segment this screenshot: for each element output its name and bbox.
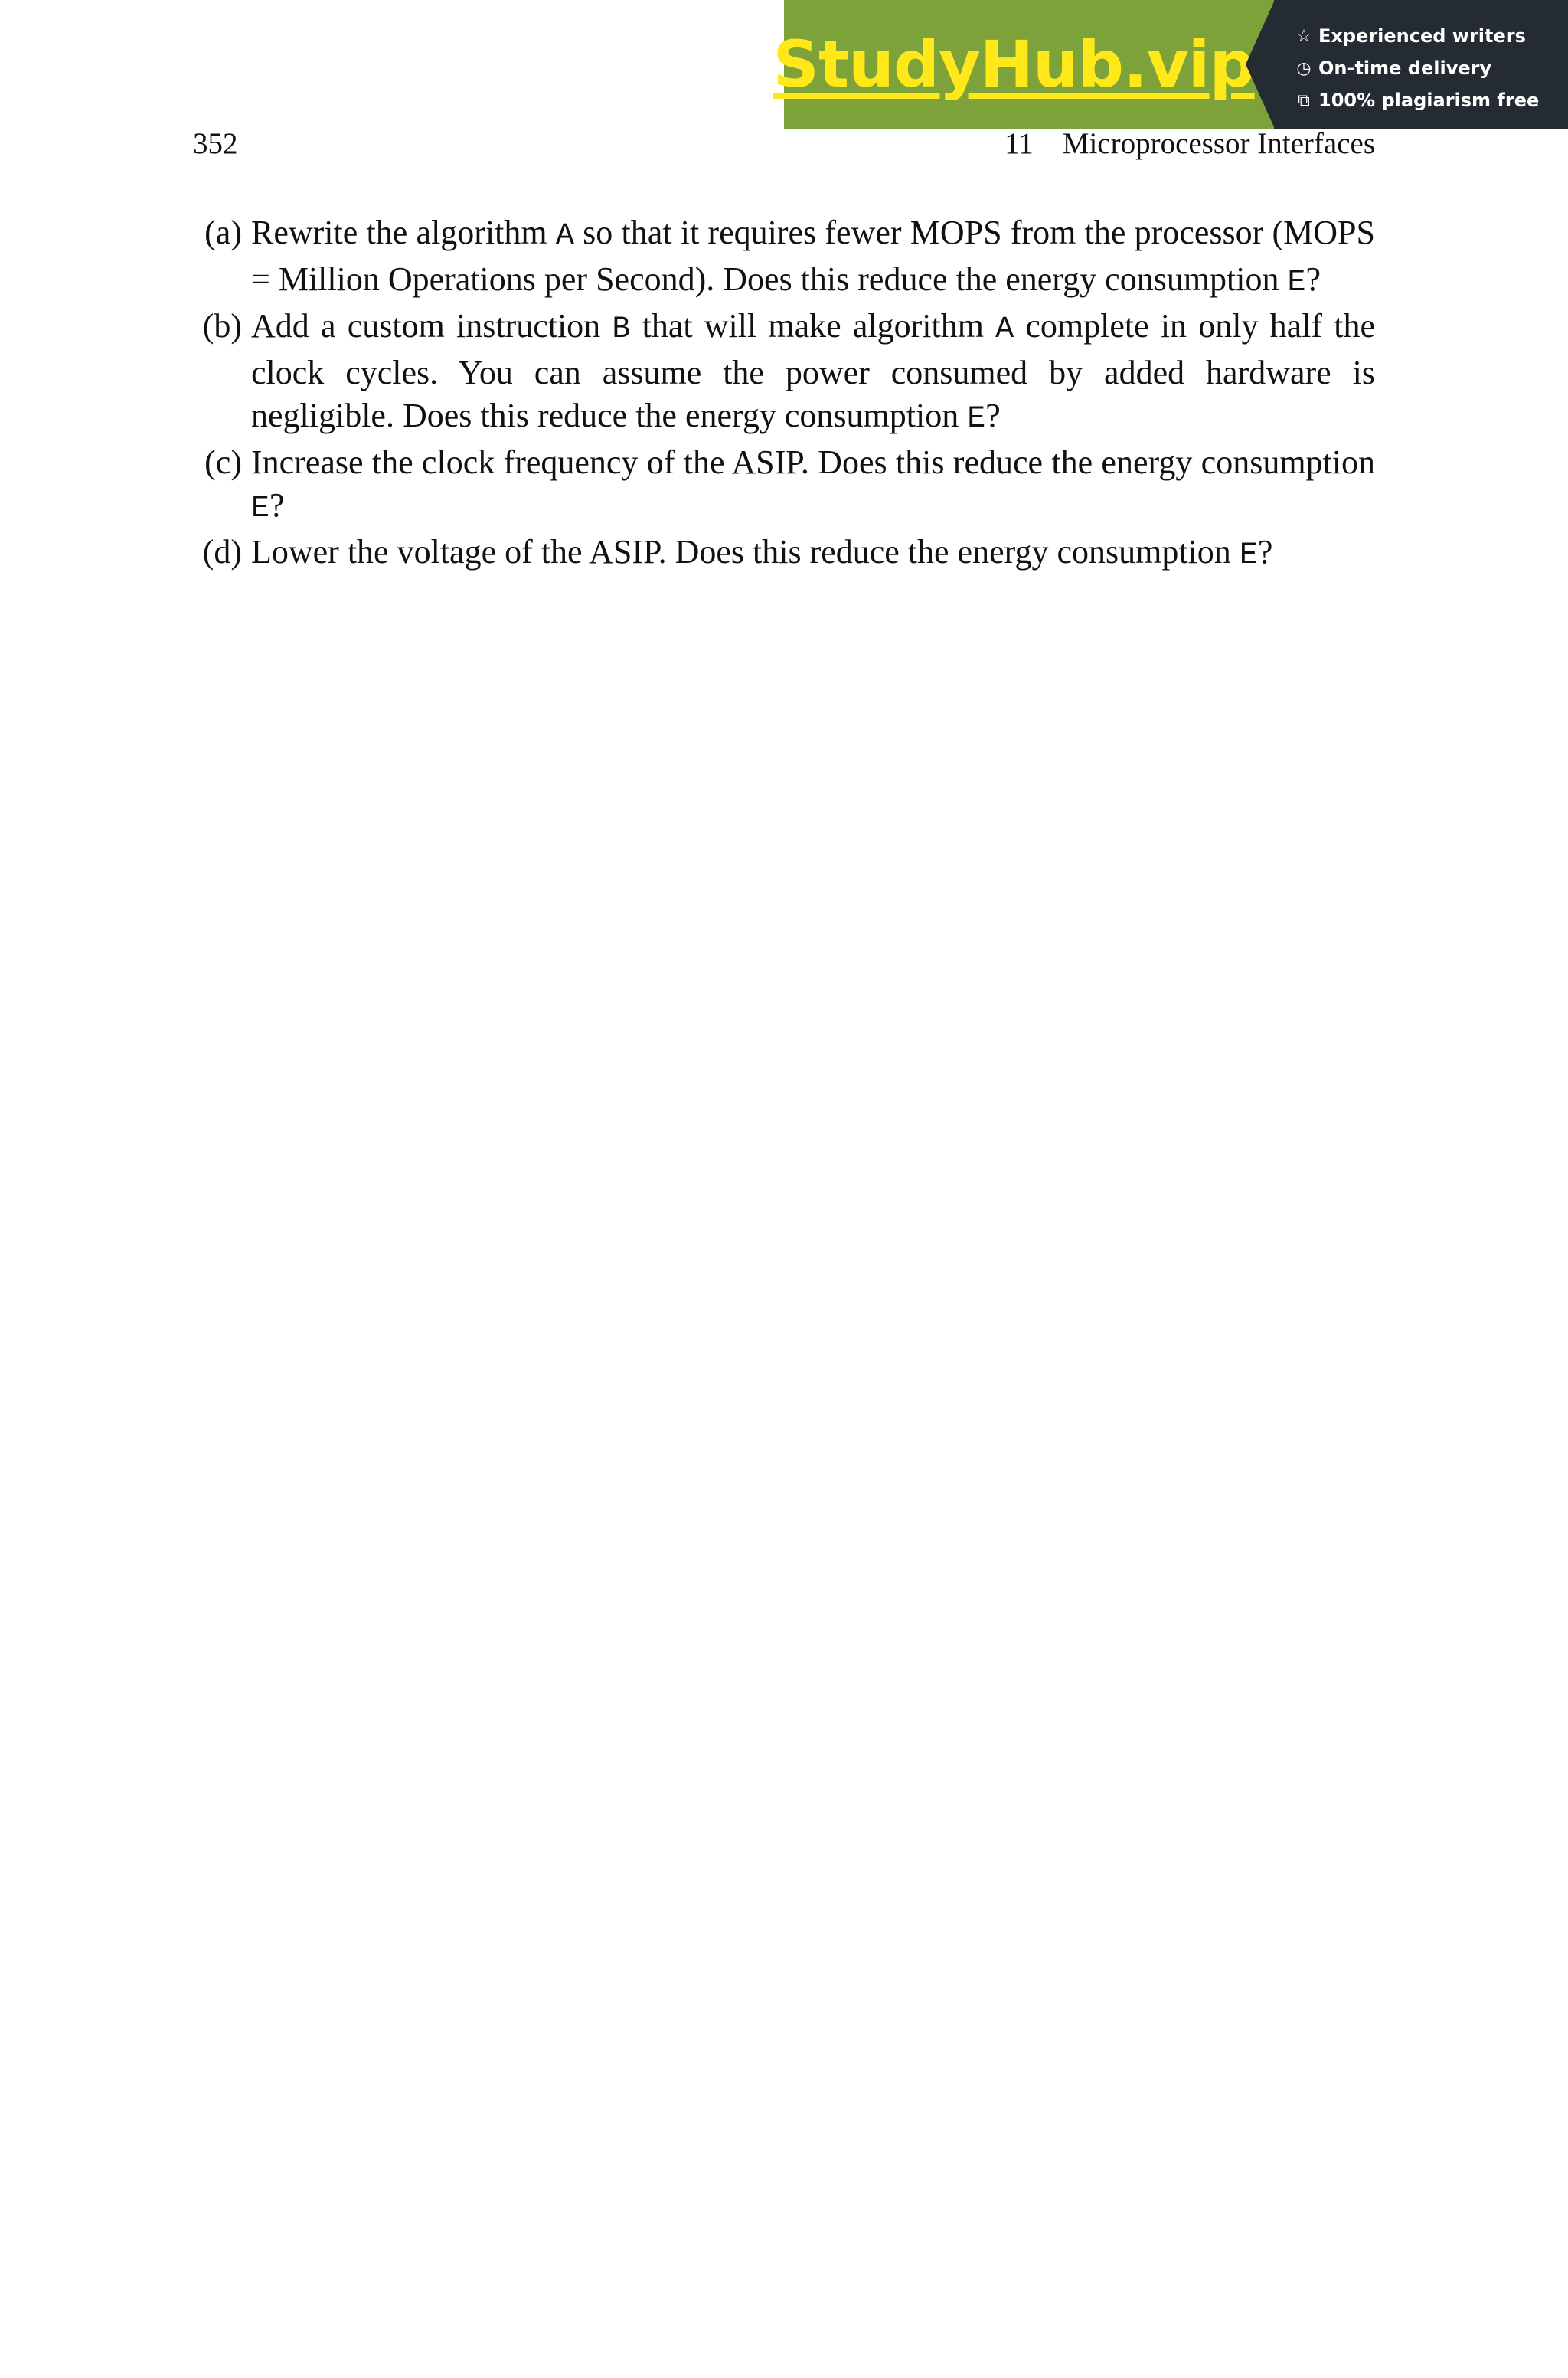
clock-icon: ◷ (1296, 58, 1312, 78)
feature-item-writers (1294, 20, 1568, 52)
feature-item-plagiarism (1294, 84, 1568, 116)
page-number: 352 (193, 127, 238, 160)
item-text: ? (270, 486, 285, 524)
brand-logo-text[interactable]: StudyHub.vip (773, 27, 1255, 102)
code-symbol: E (967, 402, 986, 437)
item-label: (b) (202, 307, 242, 345)
brand-panel (773, 0, 1274, 129)
code-symbol: E (251, 492, 270, 526)
feature-text: Experienced writers (1318, 25, 1526, 47)
chapter-title: Microprocessor Interfaces (1062, 127, 1375, 160)
banner-arrow-shape (1246, 0, 1275, 129)
item-text: Increase the clock frequency of the ASIP. Does this reduce the energy consumption (251, 443, 1375, 481)
running-head (1004, 126, 1375, 162)
feature-text: On-time delivery (1318, 57, 1492, 79)
item-text: Add a custom instruction (251, 307, 612, 345)
feature-text: 100% plagiarism free (1318, 90, 1540, 111)
exercise-item-a (193, 211, 1375, 305)
star-icon: ☆ (1296, 26, 1312, 46)
code-symbol: A (995, 312, 1014, 347)
item-label: (d) (202, 533, 242, 571)
copy-icon: ⧉ (1298, 90, 1310, 110)
exercise-item-b (193, 305, 1375, 441)
item-text: so that it requires fewer MOPS from the processor (MOPS = Million Operations per Second). Does this reduce the energy consumption (251, 214, 1376, 298)
item-text: ? (1257, 533, 1273, 571)
item-text: complete in only half the clock cycles. You can assume the power consumed by added hardware is negligible. Does this reduce the energy consumption (251, 307, 1376, 434)
item-text: Lower the voltage of the ASIP. Does this reduce the energy consumption (251, 533, 1240, 571)
item-text: that will make algorithm (630, 307, 996, 345)
exercise-list (193, 211, 1375, 577)
feature-list (1274, 0, 1568, 129)
chapter-number: 11 (1004, 127, 1034, 160)
code-symbol: A (555, 219, 574, 254)
code-symbol: E (1239, 538, 1258, 573)
exercise-item-d (193, 531, 1375, 577)
exercise-item-c (193, 441, 1375, 531)
feature-item-delivery (1294, 52, 1568, 84)
code-symbol: B (612, 312, 631, 347)
studyhub-banner[interactable] (773, 0, 1568, 129)
item-label: (c) (204, 443, 242, 481)
item-text: ? (985, 397, 1001, 434)
item-text: Rewrite the algorithm (251, 214, 556, 251)
item-text: ? (1305, 260, 1321, 298)
item-label: (a) (204, 214, 242, 251)
code-symbol: E (1287, 266, 1306, 300)
